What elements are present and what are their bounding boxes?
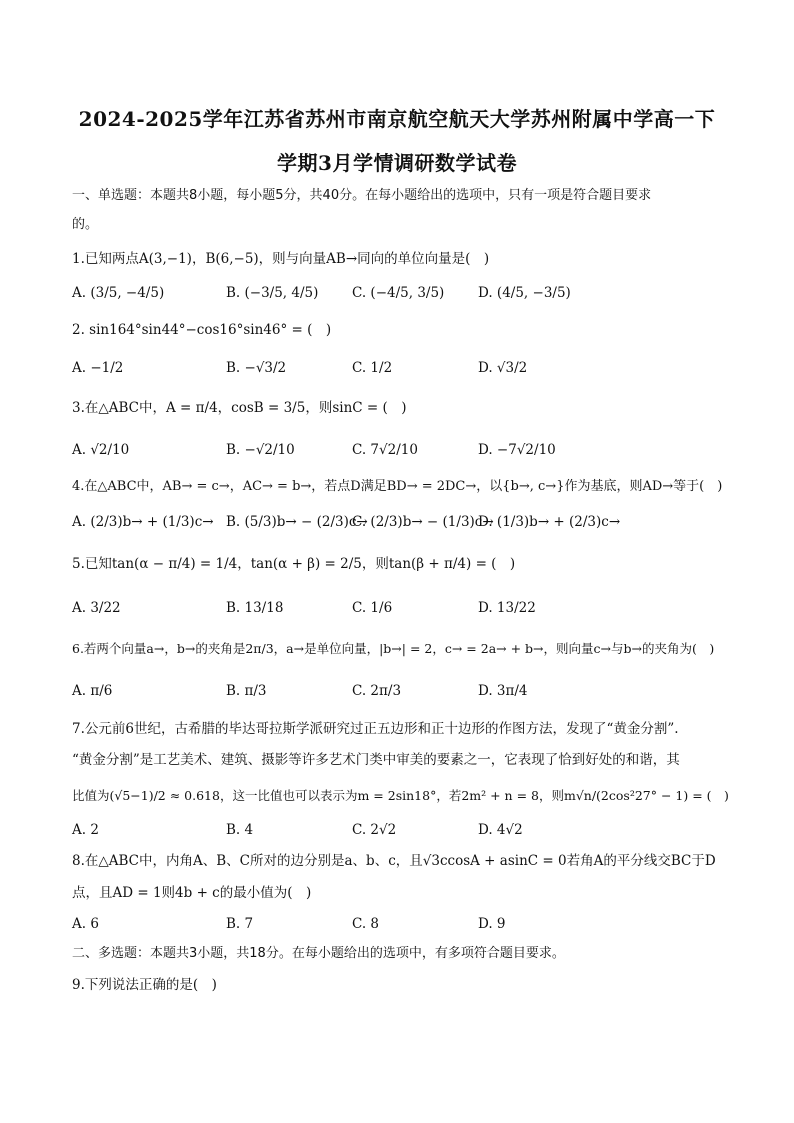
- question-2-stem: 2. sin164°sin44°−cos16°sin46° = ( ): [72, 322, 332, 338]
- question-1-option-c: C. (−4/5, 3/5): [352, 285, 445, 301]
- question-8-option-b: B. 7: [226, 916, 254, 932]
- exam-title-line-2: 学期3月学情调研数学试卷: [277, 151, 517, 175]
- question-6-option-a: A. π/6: [72, 683, 113, 699]
- question-4-option-b: B. (5/3)b→ − (2/3)c→: [226, 514, 368, 530]
- question-8-stem-line-2: 点，且AD = 1则4b + c的最小值为( ): [72, 885, 312, 901]
- question-4-option-c: C. (2/3)b→ − (1/3)c→: [352, 514, 494, 530]
- question-9-stem: 9.下列说法正确的是( ): [72, 977, 217, 993]
- question-7-option-d: D. 4√2: [478, 822, 523, 838]
- question-3-option-a: A. √2/10: [72, 442, 130, 458]
- question-5-option-d: D. 13/22: [478, 600, 536, 616]
- question-7-stem-line-2: “黄金分割”是工艺美术、建筑、摄影等许多艺术门类中审美的要素之一，它表现了恰到好处的和谐，其: [72, 752, 680, 768]
- question-8-option-d: D. 9: [478, 916, 506, 932]
- question-6-option-d: D. 3π/4: [478, 683, 528, 699]
- section-1-instructions: 一、单选题：本题共8小题，每小题5分，共40分。在每小题给出的选项中，只有一项是符合题目要求: [72, 188, 652, 203]
- question-5-stem: 5.已知tan(α − π/4) = 1/4，tan(α + β) = 2/5，则tan(β + π/4) = ( ): [72, 556, 516, 572]
- question-6-stem: 6.若两个向量a→，b→的夹角是2π/3，a→是单位向量，|b→| = 2，c→ = 2a→ + b→，则向量c→与b→的夹角为( ): [72, 641, 715, 656]
- question-8-option-a: A. 6: [72, 916, 99, 932]
- question-3-option-b: B. −√2/10: [226, 442, 295, 458]
- question-7-option-c: C. 2√2: [352, 822, 397, 838]
- question-7-option-a: A. 2: [72, 822, 99, 838]
- question-1-option-d: D. (4/5, −3/5): [478, 285, 571, 301]
- question-5-option-a: A. 3/22: [72, 600, 121, 616]
- question-2-option-c: C. 1/2: [352, 360, 393, 376]
- question-4-option-a: A. (2/3)b→ + (1/3)c→: [72, 514, 214, 530]
- section-2-instructions: 二、多选题：本题共3小题，共18分。在每小题给出的选项中，有多项符合题目要求。: [72, 946, 565, 961]
- question-7-stem-line-1: 7.公元前6世纪，古希腊的毕达哥拉斯学派研究过正五边形和正十边形的作图方法，发现了“黄金分割”.: [72, 721, 679, 737]
- question-3-option-d: D. −7√2/10: [478, 442, 556, 458]
- question-5-option-b: B. 13/18: [226, 600, 284, 616]
- question-1-option-b: B. (−3/5, 4/5): [226, 285, 319, 301]
- question-7-stem-line-3: 比值为(√5−1)/2 ≈ 0.618，这一比值也可以表示为m = 2sin18°，若2m² + n = 8，则m√n/(2cos²27° − 1) = ( ): [72, 788, 729, 803]
- question-2-option-d: D. √3/2: [478, 360, 528, 376]
- question-3-option-c: C. 7√2/10: [352, 442, 418, 458]
- question-2-option-a: A. −1/2: [72, 360, 124, 376]
- question-8-stem-line-1: 8.在△ABC中，内角A、B、C所对的边分别是a、b、c，且√3ccosA + asinC = 0若角A的平分线交BC于D: [72, 853, 716, 869]
- question-3-stem: 3.在△ABC中，A = π/4，cosB = 3/5，则sinC = ( ): [72, 400, 407, 416]
- section-1-instructions-cont: 的。: [72, 217, 99, 232]
- question-1-option-a: A. (3/5, −4/5): [72, 285, 165, 301]
- question-1-stem: 1.已知两点A(3,−1)，B(6,−5)，则与向量AB→同向的单位向量是( ): [72, 251, 490, 267]
- question-4-stem: 4.在△ABC中，AB→ = c→，AC→ = b→，若点D满足BD→ = 2DC→，以{b→, c→}作为基底，则AD→等于( ): [72, 479, 723, 494]
- question-8-option-c: C. 8: [352, 916, 380, 932]
- question-6-option-c: C. 2π/3: [352, 683, 402, 699]
- exam-title-line-1: 2024-2025学年江苏省苏州市南京航空航天大学苏州附属中学高一下: [78, 107, 716, 131]
- question-7-option-b: B. 4: [226, 822, 254, 838]
- question-6-option-b: B. π/3: [226, 683, 267, 699]
- question-4-option-d: D. (1/3)b→ + (2/3)c→: [478, 514, 621, 530]
- question-5-option-c: C. 1/6: [352, 600, 393, 616]
- question-2-option-b: B. −√3/2: [226, 360, 287, 376]
